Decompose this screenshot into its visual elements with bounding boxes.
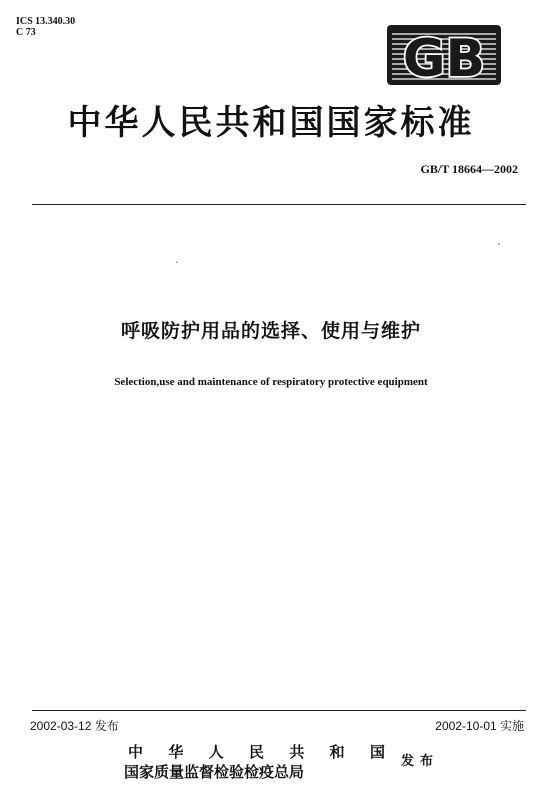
ccs-code: C 73 bbox=[16, 27, 36, 38]
issue-date: 2002-03-12 发布 bbox=[30, 719, 119, 733]
scan-speck bbox=[498, 243, 500, 245]
top-divider bbox=[32, 204, 526, 205]
gb-logo bbox=[386, 24, 502, 86]
standard-title-chinese: 呼吸防护用品的选择、使用与维护 bbox=[120, 320, 421, 342]
svg-text:GB: GB bbox=[402, 29, 486, 86]
standard-number: GB/T 18664—2002 bbox=[420, 162, 518, 176]
implementation-date: 2002-10-01 实施 bbox=[435, 719, 524, 733]
national-standard-title: 中华人民共和国国家标准 bbox=[67, 103, 475, 143]
issuer-agency: 国家质量监督检验检疫总局 bbox=[124, 763, 305, 781]
publish-label: 发布 bbox=[401, 754, 440, 769]
issuer-country: 中华人民共和国 bbox=[128, 743, 385, 761]
bottom-divider bbox=[32, 710, 526, 711]
scan-speck bbox=[176, 261, 178, 263]
ics-code: ICS 13.340.30 bbox=[16, 16, 76, 27]
standard-title-english: Selection,use and maintenance of respiratory protective equipment bbox=[114, 376, 428, 388]
